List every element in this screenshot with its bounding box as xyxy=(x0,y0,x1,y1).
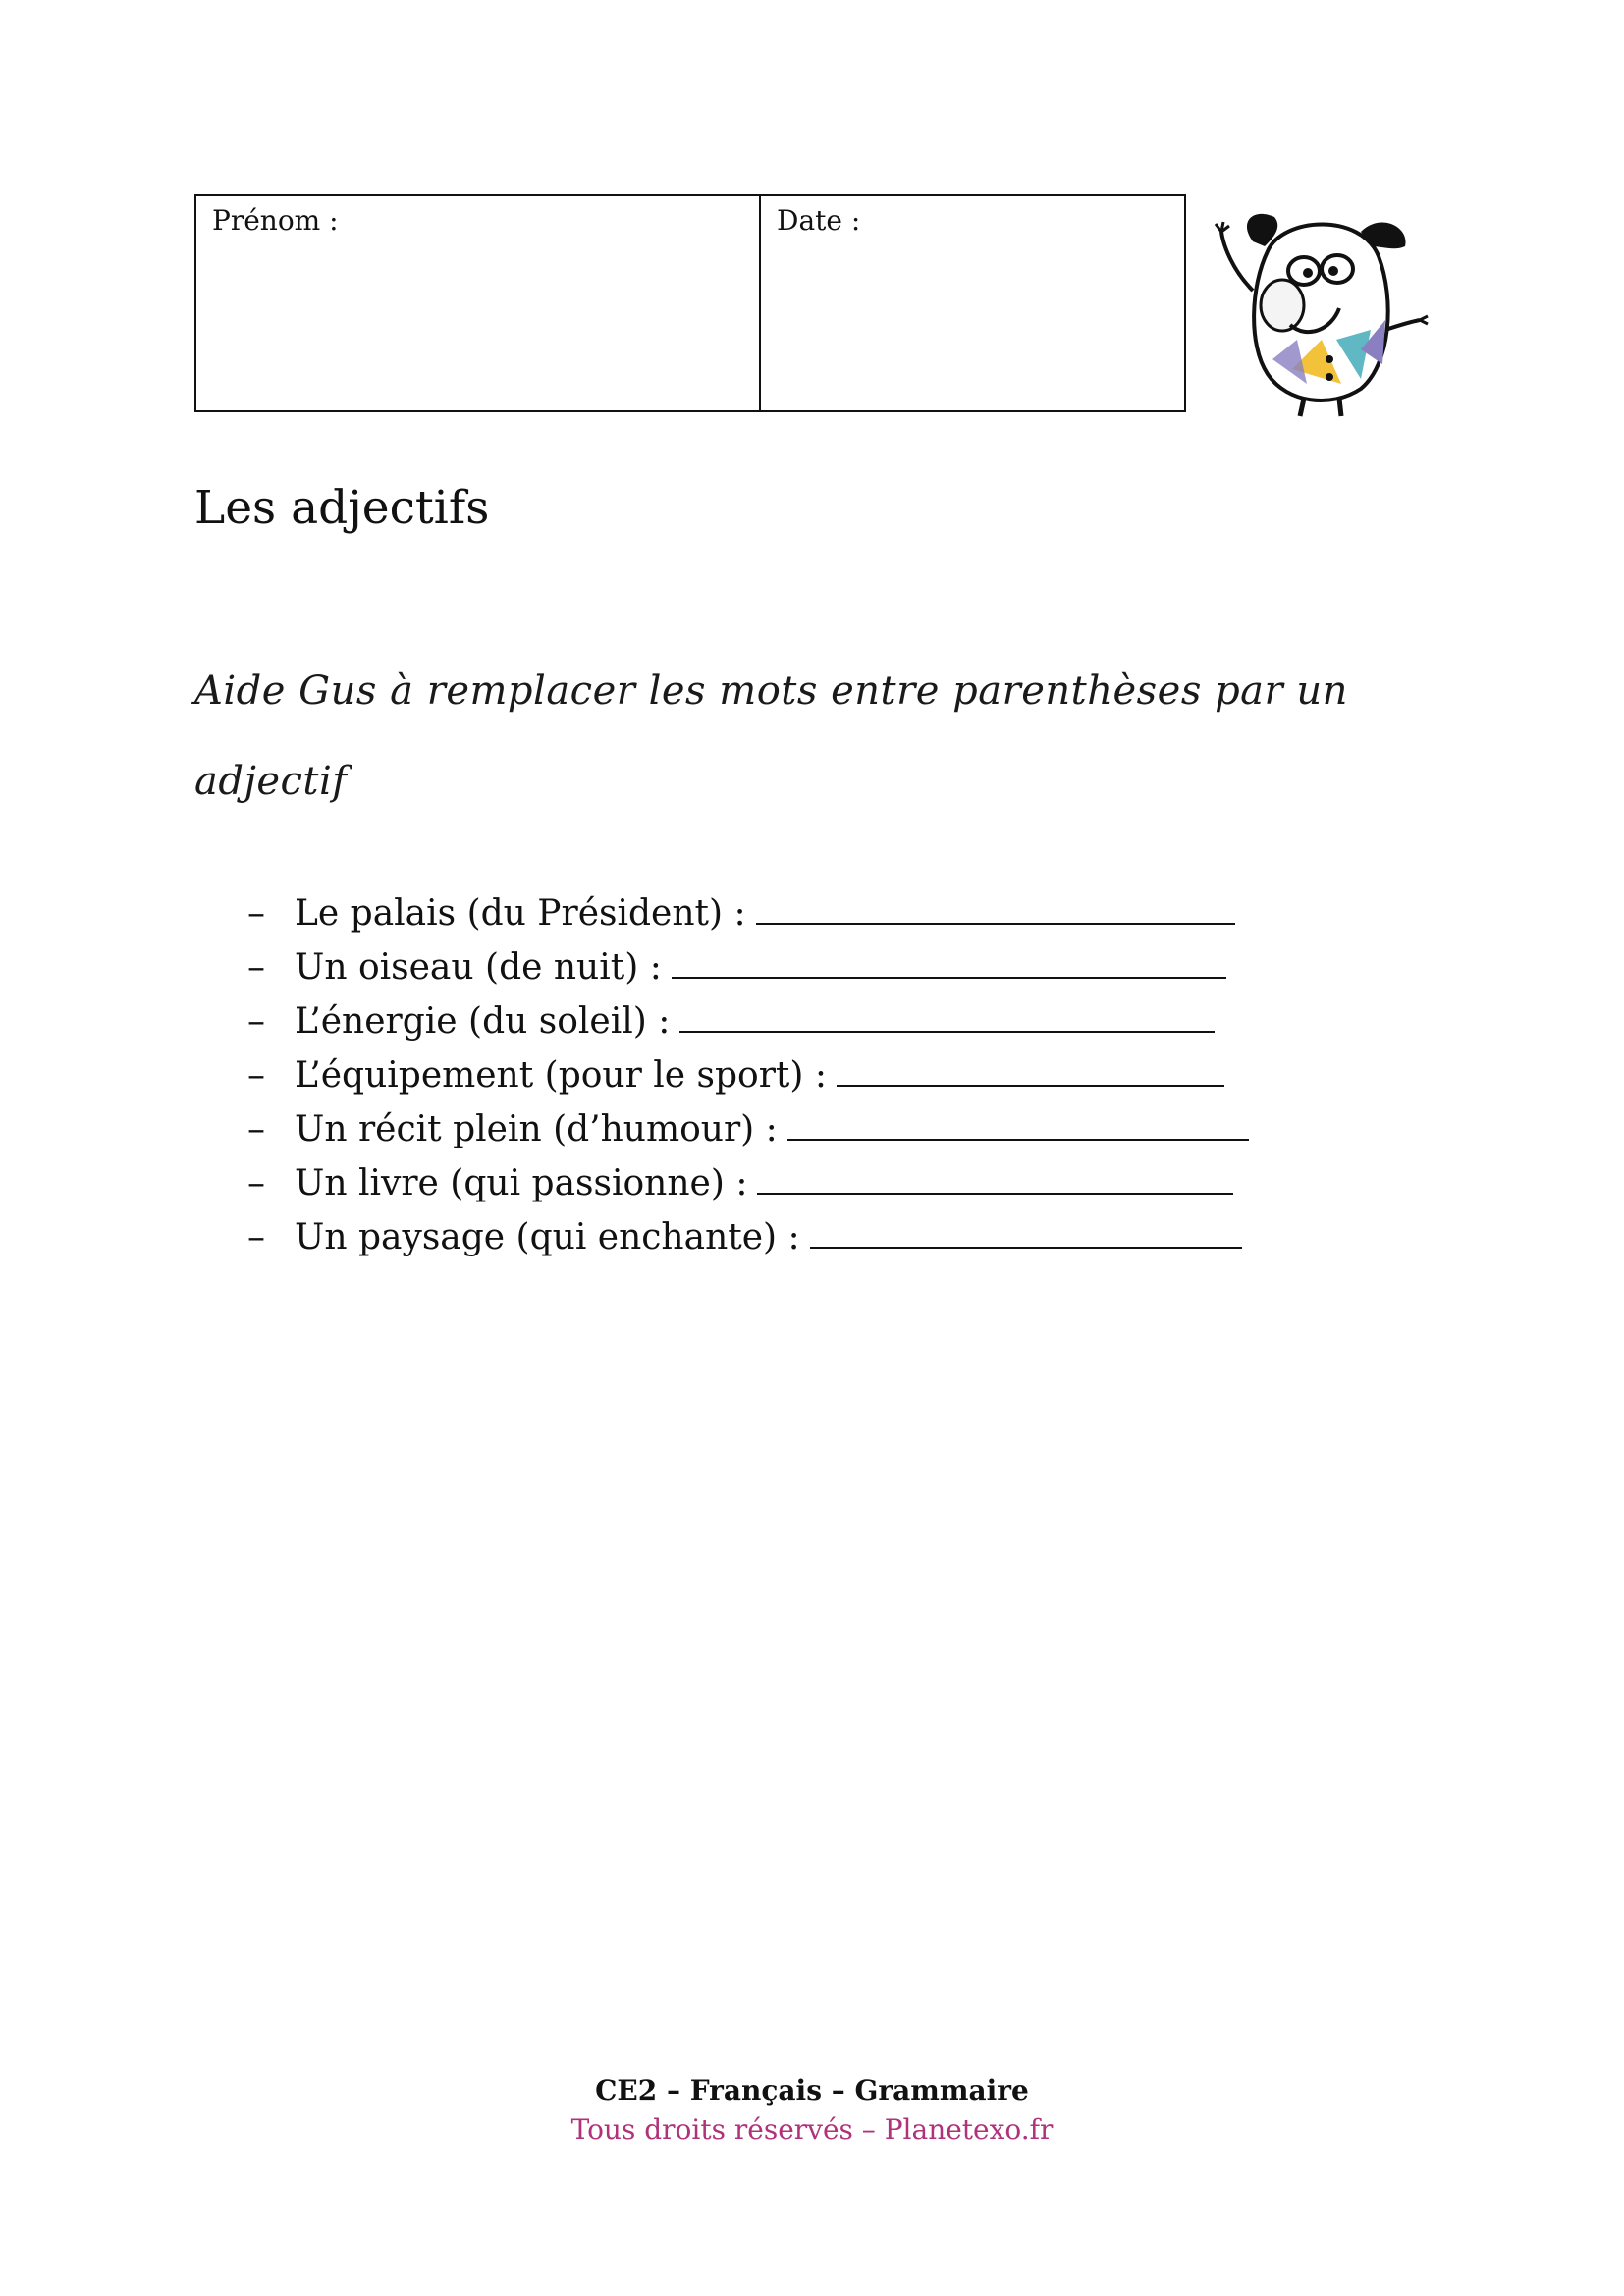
exercise-instruction: Aide Gus à remplacer les mots entre parenthèses par un adjectif xyxy=(194,668,1348,804)
gus-sheep-mascot-icon xyxy=(1214,192,1432,420)
answer-blank[interactable] xyxy=(679,1001,1215,1033)
list-item xyxy=(247,1055,1327,1109)
list-item xyxy=(247,1109,1327,1163)
page-title: Les adjectifs xyxy=(194,481,490,535)
exercise-prompt: Le palais (du Président) : xyxy=(295,893,746,934)
list-item xyxy=(247,1217,1327,1271)
date-label: Date : xyxy=(777,204,861,237)
exercise-prompt: L’équipement (pour le sport) : xyxy=(295,1055,828,1095)
answer-blank[interactable] xyxy=(837,1055,1224,1087)
list-bullet: – xyxy=(247,1163,265,1203)
list-item xyxy=(247,1001,1327,1055)
prenom-field[interactable] xyxy=(196,196,761,410)
page-footer xyxy=(0,2071,1624,2150)
answer-blank[interactable] xyxy=(757,1163,1233,1195)
answer-blank[interactable] xyxy=(787,1109,1249,1141)
prenom-label: Prénom : xyxy=(212,204,339,237)
exercise-prompt: Un livre (qui passionne) : xyxy=(295,1163,748,1203)
name-date-box xyxy=(194,194,1186,412)
list-bullet: – xyxy=(247,947,265,988)
list-bullet: – xyxy=(247,1217,265,1257)
list-bullet: – xyxy=(247,1109,265,1149)
footer-subject: CE2 – Français – Grammaire xyxy=(595,2074,1029,2107)
list-bullet: – xyxy=(247,1001,265,1041)
answer-blank[interactable] xyxy=(672,947,1226,979)
list-item xyxy=(247,947,1327,1001)
footer-copyright: Tous droits réservés – Planetexo.fr xyxy=(570,2113,1054,2146)
exercise-prompt: L’énergie (du soleil) : xyxy=(295,1001,671,1041)
answer-blank[interactable] xyxy=(810,1217,1242,1249)
date-field[interactable] xyxy=(761,196,1184,410)
exercise-list xyxy=(247,893,1327,1271)
list-bullet: – xyxy=(247,1055,265,1095)
exercise-prompt: Un récit plein (d’humour) : xyxy=(295,1109,778,1149)
list-item xyxy=(247,893,1327,947)
answer-blank[interactable] xyxy=(756,893,1235,925)
list-bullet: – xyxy=(247,893,265,934)
exercise-prompt: Un oiseau (de nuit) : xyxy=(295,947,662,988)
exercise-prompt: Un paysage (qui enchante) : xyxy=(295,1217,800,1257)
list-item xyxy=(247,1163,1327,1217)
